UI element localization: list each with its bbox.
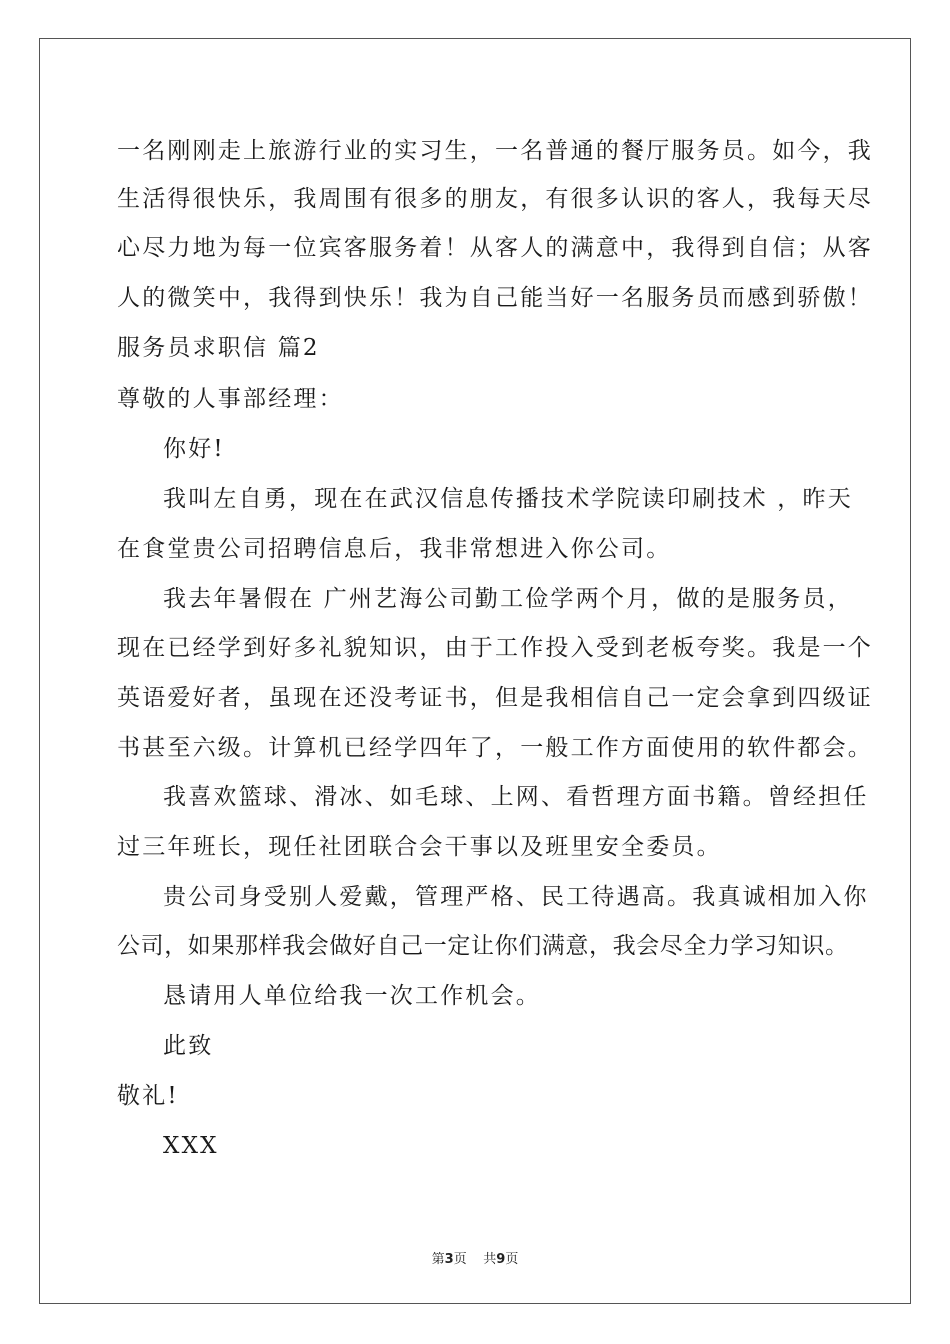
page-total: 9 bbox=[496, 1252, 506, 1267]
paragraph-line: 人的微笑中，我得到快乐！我为自己能当好一名服务员而感到骄傲！ bbox=[117, 285, 873, 311]
paragraph-line: 过三年班长，现任社团联合会干事以及班里安全委员。 bbox=[117, 834, 722, 860]
paragraph-line: 我喜欢篮球、滑冰、如毛球、上网、看哲理方面书籍。曾经担任 bbox=[163, 784, 869, 810]
signature: XXX bbox=[163, 1133, 219, 1159]
page-suffix: 页 bbox=[453, 1252, 467, 1267]
paragraph-line: 心尽力地为每一位宾客服务着！从客人的满意中，我得到自信；从客 bbox=[117, 235, 873, 261]
paragraph-line: 贵公司身受别人爱戴，管理严格、民工待遇高。我真诚相加入你 bbox=[163, 884, 869, 910]
paragraph-line: 现在已经学到好多礼貌知识，由于工作投入受到老板夸奖。我是一个 bbox=[117, 635, 873, 661]
paragraph-line: 英语爱好者，虽现在还没考证书，但是我相信自己一定会拿到四级证 bbox=[117, 685, 873, 711]
page-footer bbox=[0, 1248, 950, 1267]
section-heading: 服务员求职信 篇2 bbox=[117, 335, 320, 361]
paragraph-line: 我叫左自勇，现在在武汉信息传播技术学院读印刷技术 ，昨天 bbox=[163, 486, 853, 512]
page-border bbox=[39, 38, 911, 1304]
total-suffix: 页 bbox=[505, 1252, 519, 1267]
paragraph-line: 书甚至六级。计算机已经学四年了，一般工作方面使用的软件都会。 bbox=[117, 735, 873, 761]
paragraph-line: 在食堂贵公司招聘信息后，我非常想进入你公司。 bbox=[117, 536, 672, 562]
salutation: 尊敬的人事部经理： bbox=[117, 386, 344, 412]
closing-phrase: 此致 bbox=[163, 1033, 214, 1059]
closing-salute: 敬礼! bbox=[117, 1083, 179, 1109]
paragraph-line: 一名刚刚走上旅游行业的实习生，一名普通的餐厅服务员。如今，我 bbox=[117, 138, 873, 164]
total-prefix: 共 bbox=[483, 1252, 497, 1267]
paragraph-line: 恳请用人单位给我一次工作机会。 bbox=[163, 983, 541, 1009]
page-prefix: 第 bbox=[431, 1252, 445, 1267]
greeting: 你好! bbox=[163, 436, 225, 462]
paragraph-line: 公司，如果那样我会做好自己一定让你们满意，我会尽全力学习知识。 bbox=[117, 933, 849, 959]
page-current: 3 bbox=[444, 1252, 454, 1267]
paragraph-line: 生活得很快乐，我周围有很多的朋友，有很多认识的客人，我每天尽 bbox=[117, 186, 873, 212]
paragraph-line: 我去年暑假在 广州艺海公司勤工俭学两个月，做的是服务员， bbox=[163, 586, 853, 612]
